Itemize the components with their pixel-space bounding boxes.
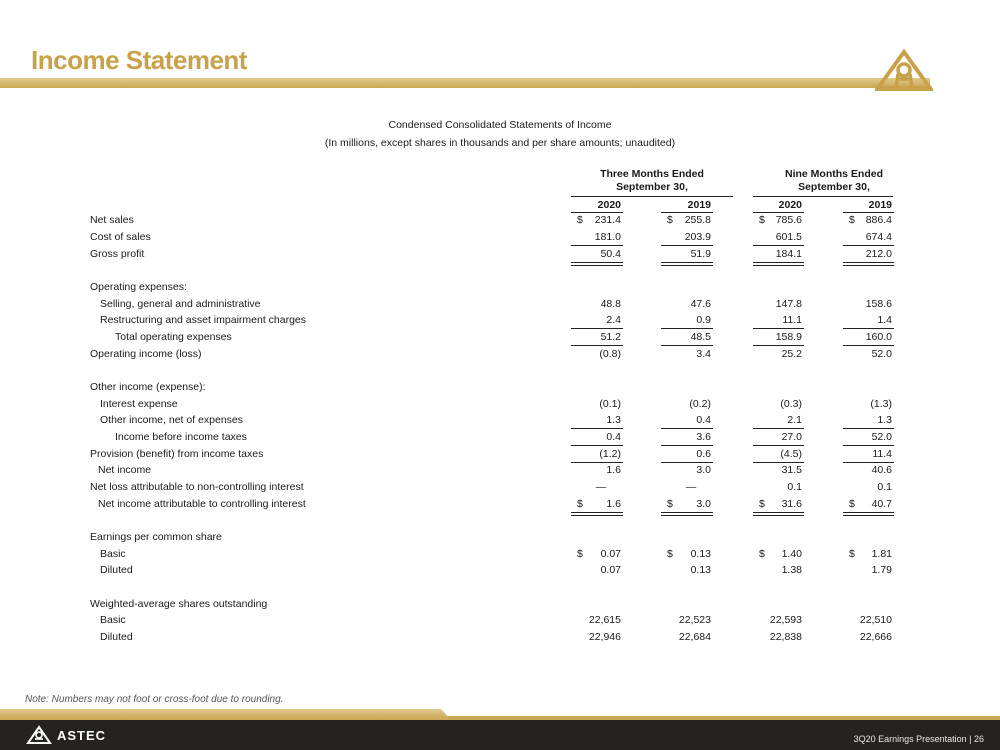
currency-symbol: $ xyxy=(577,214,583,226)
row-underline xyxy=(753,462,804,463)
row-underline xyxy=(753,328,804,329)
title-rule xyxy=(0,78,930,88)
table-cell: 0.1 xyxy=(877,481,892,493)
row-underline xyxy=(753,345,804,346)
table-cell: 212.0 xyxy=(865,248,892,260)
table-cell: 3.0 xyxy=(696,464,711,476)
table-cell: (0.2) xyxy=(689,398,711,410)
table-cell: 674.4 xyxy=(865,231,892,243)
table-cell: 231.4 xyxy=(594,214,621,226)
row-label: Provision (benefit) from income taxes xyxy=(90,448,264,460)
row-label: Operating expenses: xyxy=(90,281,187,293)
table-cell: 25.2 xyxy=(781,348,802,360)
table-cell: (1.2) xyxy=(599,448,621,460)
row-underline xyxy=(753,445,804,446)
row-underline xyxy=(571,428,623,429)
currency-symbol: $ xyxy=(667,498,673,510)
year-rule xyxy=(661,212,713,213)
table-cell: 0.6 xyxy=(696,448,711,460)
row-underline xyxy=(571,262,623,266)
row-label: Other income, net of expenses xyxy=(100,414,243,426)
table-cell: 203.9 xyxy=(684,231,711,243)
table-cell: 0.13 xyxy=(690,564,711,576)
currency-symbol: $ xyxy=(849,498,855,510)
row-underline xyxy=(661,428,713,429)
row-underline xyxy=(571,512,623,516)
table-cell: 52.0 xyxy=(871,348,892,360)
table-cell: 1.40 xyxy=(781,548,802,560)
row-label: Other income (expense): xyxy=(90,381,206,393)
year-rule xyxy=(843,212,894,213)
row-underline xyxy=(843,445,894,446)
row-underline xyxy=(843,262,894,266)
row-underline xyxy=(661,345,713,346)
table-cell: 1.6 xyxy=(606,464,621,476)
table-cell: (0.3) xyxy=(780,398,802,410)
currency-symbol: $ xyxy=(577,498,583,510)
row-underline xyxy=(843,245,894,246)
year-header: 2019 xyxy=(687,199,711,211)
row-underline xyxy=(661,445,713,446)
table-cell: 3.0 xyxy=(696,498,711,510)
currency-symbol: $ xyxy=(577,548,583,560)
currency-symbol: $ xyxy=(667,548,673,560)
table-cell: 160.0 xyxy=(865,331,892,343)
table-cell: 11.1 xyxy=(782,314,802,326)
currency-symbol: $ xyxy=(667,214,673,226)
currency-symbol: $ xyxy=(759,214,765,226)
table-cell: 22,523 xyxy=(678,614,711,626)
row-label: Net income attributable to controlling interest xyxy=(98,498,306,510)
row-underline xyxy=(571,462,623,463)
table-cell: 0.4 xyxy=(696,414,711,426)
row-label: Diluted xyxy=(100,631,133,643)
table-cell: 601.5 xyxy=(775,231,802,243)
row-underline xyxy=(753,262,804,266)
table-cell: 1.6 xyxy=(606,498,621,510)
table-cell: 785.6 xyxy=(775,214,802,226)
row-label: Net sales xyxy=(90,214,134,226)
table-cell: 0.1 xyxy=(787,481,802,493)
statement-subtitle: (In millions, except shares in thousands and per share amounts; unaudited) xyxy=(324,137,676,149)
row-underline xyxy=(571,328,623,329)
row-underline xyxy=(843,328,894,329)
row-label: Interest expense xyxy=(100,398,178,410)
row-underline xyxy=(661,262,713,266)
row-underline xyxy=(661,512,713,516)
year-header: 2020 xyxy=(597,199,621,211)
row-label: Earnings per common share xyxy=(90,531,222,543)
table-cell: 0.07 xyxy=(600,548,621,560)
table-cell: 1.3 xyxy=(877,414,892,426)
table-cell: 22,615 xyxy=(588,614,621,626)
row-underline xyxy=(571,445,623,446)
year-rule xyxy=(753,212,804,213)
table-cell: 48.8 xyxy=(600,298,621,310)
three-months-rule xyxy=(571,196,733,197)
row-underline xyxy=(661,245,713,246)
row-underline xyxy=(571,245,623,246)
table-cell: 158.6 xyxy=(865,298,892,310)
table-cell: 22,593 xyxy=(769,614,802,626)
row-label: Restructuring and asset impairment charges xyxy=(100,314,307,326)
table-cell: 255.8 xyxy=(684,214,711,226)
table-cell: (1.3) xyxy=(870,398,892,410)
row-label: Basic xyxy=(100,548,126,560)
currency-symbol: $ xyxy=(759,498,765,510)
currency-symbol: $ xyxy=(849,214,855,226)
currency-symbol: $ xyxy=(759,548,765,560)
row-label: Diluted xyxy=(100,564,133,576)
row-label: Cost of sales xyxy=(90,231,151,243)
row-label: Net loss attributable to non-controlling interest xyxy=(90,481,304,493)
table-cell: 2.4 xyxy=(606,314,621,326)
row-underline xyxy=(843,428,894,429)
row-underline xyxy=(753,245,804,246)
table-cell: 184.1 xyxy=(775,248,802,260)
table-cell: 147.8 xyxy=(775,298,802,310)
row-underline xyxy=(571,345,623,346)
table-cell: (0.1) xyxy=(599,398,621,410)
astec-logo-icon xyxy=(875,49,933,91)
year-header: 2020 xyxy=(778,199,802,211)
table-cell: 40.7 xyxy=(871,498,892,510)
table-cell: 22,684 xyxy=(678,631,711,643)
table-cell: 1.79 xyxy=(871,564,892,576)
footer-brand: ASTEC xyxy=(57,728,107,743)
row-underline xyxy=(753,428,804,429)
page-title: Income Statement xyxy=(31,45,247,75)
table-cell: 0.13 xyxy=(690,548,711,560)
row-label: Gross profit xyxy=(90,248,145,260)
table-cell: 886.4 xyxy=(865,214,892,226)
row-label: Income before income taxes xyxy=(115,431,247,443)
table-cell: 1.38 xyxy=(781,564,802,576)
row-underline xyxy=(753,512,804,516)
table-cell: 31.5 xyxy=(781,464,802,476)
row-label: Basic xyxy=(100,614,126,626)
year-rule xyxy=(571,212,623,213)
table-cell: 22,838 xyxy=(769,631,802,643)
row-underline xyxy=(661,328,713,329)
table-cell: 48.5 xyxy=(690,331,711,343)
table-cell: 181.0 xyxy=(594,231,621,243)
table-cell: 40.6 xyxy=(871,464,892,476)
table-cell: 0.4 xyxy=(606,431,621,443)
three-months-header: Three Months Ended September 30, xyxy=(600,168,704,193)
row-label: Operating income (loss) xyxy=(90,348,202,360)
row-underline xyxy=(843,345,894,346)
year-header: 2019 xyxy=(868,199,892,211)
footer-bar xyxy=(0,720,1000,750)
row-label: Weighted-average shares outstanding xyxy=(90,598,268,610)
table-cell: 0.9 xyxy=(696,314,711,326)
table-cell: 27.0 xyxy=(781,431,802,443)
table-cell: 47.6 xyxy=(690,298,711,310)
table-cell: 2.1 xyxy=(787,414,802,426)
table-cell: 22,946 xyxy=(588,631,621,643)
row-underline xyxy=(661,462,713,463)
astec-footer-logo-icon xyxy=(26,725,52,745)
table-cell: 50.4 xyxy=(600,248,621,260)
table-cell: 0.07 xyxy=(600,564,621,576)
table-cell: — xyxy=(685,481,697,493)
row-underline xyxy=(843,512,894,516)
table-cell: 22,666 xyxy=(859,631,892,643)
row-underline xyxy=(843,462,894,463)
statement-title: Condensed Consolidated Statements of Income xyxy=(388,119,612,131)
nine-months-rule xyxy=(753,196,893,197)
table-cell: 22,510 xyxy=(859,614,892,626)
table-cell: (4.5) xyxy=(780,448,802,460)
table-cell: 51.9 xyxy=(690,248,711,260)
table-cell: 1.4 xyxy=(877,314,892,326)
nine-months-header: Nine Months Ended September 30, xyxy=(785,168,883,193)
footer-accent xyxy=(0,709,450,719)
table-cell: 1.3 xyxy=(606,414,621,426)
footer-page-text: 3Q20 Earnings Presentation | 26 xyxy=(853,734,984,744)
row-label: Total operating expenses xyxy=(115,331,232,343)
row-label: Selling, general and administrative xyxy=(100,298,261,310)
table-cell: 1.81 xyxy=(871,548,892,560)
table-cell: 52.0 xyxy=(871,431,892,443)
table-cell: — xyxy=(595,481,607,493)
table-cell: 51.2 xyxy=(600,331,621,343)
table-cell: 11.4 xyxy=(872,448,892,460)
table-cell: 31.6 xyxy=(781,498,802,510)
row-label: Net income xyxy=(98,464,152,476)
currency-symbol: $ xyxy=(849,548,855,560)
table-cell: (0.8) xyxy=(599,348,621,360)
footnote: Note: Numbers may not foot or cross-foot due to rounding. xyxy=(25,694,284,705)
table-cell: 3.6 xyxy=(696,431,711,443)
table-cell: 3.4 xyxy=(696,348,711,360)
table-cell: 158.9 xyxy=(775,331,802,343)
